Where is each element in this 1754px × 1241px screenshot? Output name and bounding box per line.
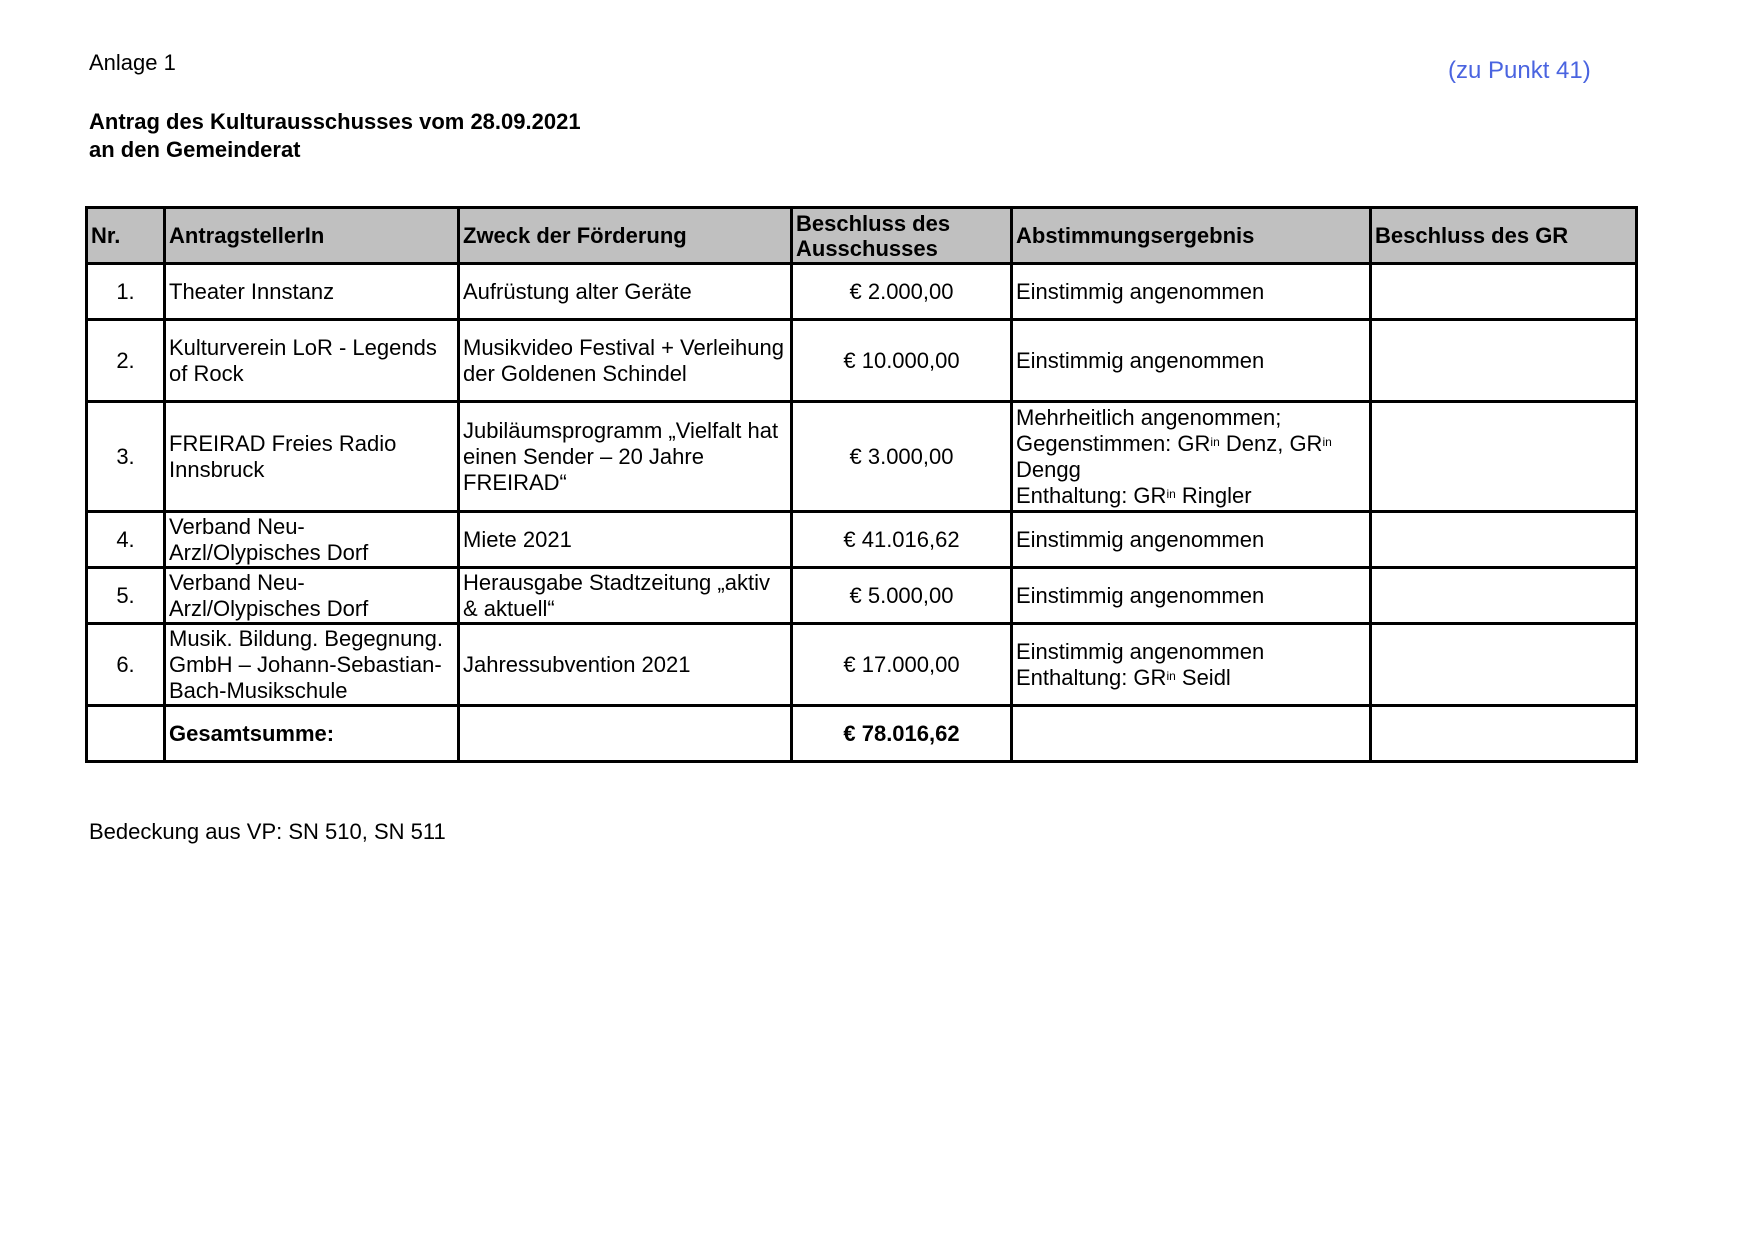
superscript-in: in [1210,434,1220,449]
cell-gr [1371,624,1637,706]
cell-purpose: Musikvideo Festival + Verleihung der Goldenen Schindel [459,320,792,402]
table-row [87,320,1637,402]
superscript-in: in [1166,486,1176,501]
cell-amount: € 10.000,00 [792,320,1012,402]
result-text: Seidl [1175,664,1231,690]
coverage-note: Bedeckung aus VP: SN 510, SN 511 [89,819,446,844]
agenda-item-reference: (zu Punkt 41) [1448,57,1591,84]
cell-gr [1371,320,1637,402]
cell-result [1012,624,1371,706]
cell-nr: 3. [87,402,165,512]
cell-amount: € 5.000,00 [792,568,1012,624]
title-line-1: Antrag des Kulturausschusses vom 28.09.2021 [89,109,581,134]
cell-applicant: Theater Innstanz [165,264,459,320]
cell-purpose: Herausgabe Stadtzeitung „aktiv & aktuell“ [459,568,792,624]
cell-nr: 1. [87,264,165,320]
cell-amount: € 2.000,00 [792,264,1012,320]
header-purpose: Zweck der Förderung [459,208,792,264]
cell-purpose: Jahressubvention 2021 [459,624,792,706]
cell-amount: € 3.000,00 [792,402,1012,512]
cell-amount: € 41.016,62 [792,512,1012,568]
result-line-2 [1016,665,1366,691]
result-line-2b: Dengg [1016,456,1081,482]
header-amount-line-1: Beschluss des [796,210,951,236]
cell-result: Einstimmig angenommen [1012,568,1371,624]
cell-nr: 5. [87,568,165,624]
cell-purpose: Aufrüstung alter Geräte [459,264,792,320]
table-row [87,402,1637,512]
cell-purpose: Jubiläumsprogramm „Vielfalt hat einen Sender – 20 Jahre FREIRAD“ [459,402,792,512]
cell-applicant: FREIRAD Freies Radio Innsbruck [165,402,459,512]
funding-table [85,206,1638,763]
cell-result: Einstimmig angenommen [1012,512,1371,568]
result-line-2 [1016,431,1366,457]
cell-nr: 2. [87,320,165,402]
result-text: Ringler [1175,482,1252,508]
cell-applicant: Verband Neu-Arzl/Olypisches Dorf [165,512,459,568]
header-amount-line-2: Ausschusses [796,235,938,261]
cell-nr [87,706,165,762]
superscript-in: in [1166,668,1176,683]
header-applicant: AntragstellerIn [165,208,459,264]
superscript-in: in [1322,434,1332,449]
table-total-row [87,706,1637,762]
total-amount: € 78.016,62 [792,706,1012,762]
result-text: Denz, GR [1219,430,1323,456]
result-line-1: Einstimmig angenommen [1016,638,1265,664]
cell-gr [1371,706,1637,762]
cell-gr [1371,402,1637,512]
document-title [89,108,581,164]
cell-nr: 6. [87,624,165,706]
result-line-3 [1016,483,1366,509]
header-result: Abstimmungsergebnis [1012,208,1371,264]
cell-applicant: Kulturverein LoR - Legends of Rock [165,320,459,402]
attachment-label: Anlage 1 [89,50,176,75]
result-text: Enthaltung: GR [1016,664,1167,690]
table-header-row [87,208,1637,264]
cell-result [1012,402,1371,512]
cell-gr [1371,264,1637,320]
table-row [87,624,1637,706]
cell-applicant: Musik. Bildung. Begegnung. GmbH – Johann-Sebastian-Bach-Musikschule [165,624,459,706]
header-amount [792,208,1012,264]
cell-result: Einstimmig angenommen [1012,264,1371,320]
cell-purpose [459,706,792,762]
cell-applicant: Verband Neu-Arzl/Olypisches Dorf [165,568,459,624]
result-text: Gegenstimmen: GR [1016,430,1211,456]
cell-result [1012,706,1371,762]
header-gr: Beschluss des GR [1371,208,1637,264]
result-text: Enthaltung: GR [1016,482,1167,508]
cell-gr [1371,568,1637,624]
table-row [87,568,1637,624]
cell-gr [1371,512,1637,568]
cell-nr: 4. [87,512,165,568]
title-line-2: an den Gemeinderat [89,137,301,162]
result-line-1: Mehrheitlich angenommen; [1016,404,1282,430]
cell-purpose: Miete 2021 [459,512,792,568]
cell-amount: € 17.000,00 [792,624,1012,706]
header-nr: Nr. [87,208,165,264]
table-row [87,512,1637,568]
cell-result: Einstimmig angenommen [1012,320,1371,402]
total-label: Gesamtsumme: [165,706,459,762]
table-row [87,264,1637,320]
